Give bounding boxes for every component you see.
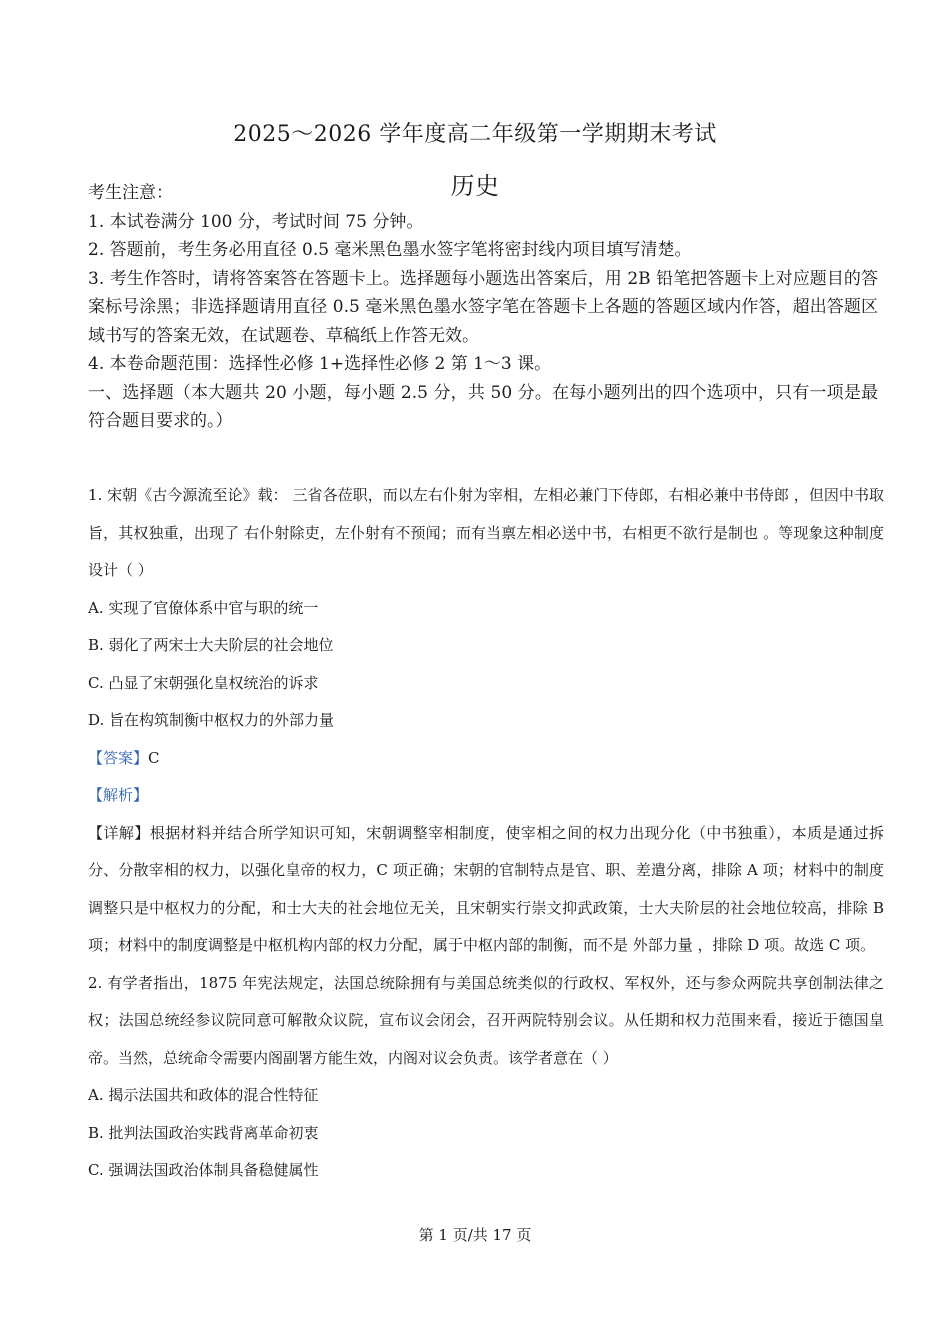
option-b: B. 批判法国政治实践背离革命初衷	[88, 1123, 319, 1142]
answer-tag: 【答案】	[88, 748, 149, 767]
notice-item: 4. 本卷命题范围：选择性必修 1+选择性必修 2 第 1～3 课。	[88, 354, 552, 374]
option-a: A. 揭示法国共和政体的混合性特征	[88, 1086, 319, 1104]
notice-item: 3. 考生作答时，请将答案答在答题卡上。选择题每小题选出答案后，用 2B 铅笔把答题卡上对应题目的答案标号涂黑；非选择题请用直径 0.5 毫米黑色墨水签字笔在答题卡上各题的答题区域内作答，超出答题区域书写的答案无效，在试题卷、草稿纸上作答无效。	[88, 268, 878, 346]
question-stem: 1. 宋朝《古今源流至论》载： 三省各莅职，而以左右仆射为宰相，左相必兼门下侍郎，右相必兼中书侍郎 ，但因中书取旨，其权独重，出现了 右仆射除吏，左仆射有不预闻；而有当禀左相必送中书，右相更不欲行是制也 。等现象这种制度设计（ ）	[88, 486, 884, 579]
subject-title: 历史	[450, 172, 500, 200]
answer-line	[88, 740, 884, 778]
detail-text: 根据材料并结合所学知识可知，宋朝调整宰相制度，使宰相之间的权力出现分化（中书独重），本质是通过拆分、分散宰相的权力，以强化皇帝的权力，C 项正确；宋朝的官制特点是官、职、差遣分离，排除 A 项；材料中的制度调整只是中枢权力的分配，和士大夫的社会地位无关，且宋朝实行崇文抑武政策，士大夫阶层的社会地位较高，排除 B 项；材料中的制度调整是中枢机构内部的权力分配，属于中枢内部的制衡，而不是 外部力量 ，排除 D 项。故选 C 项。	[88, 823, 884, 954]
section-heading: 一、选择题（本大题共 20 小题，每小题 2.5 分，共 50 分。在每小题列出的四个选项中，只有一项是最符合题目要求的。）	[88, 382, 878, 431]
option-d: D. 旨在构筑制衡中枢权力的外部力量	[88, 711, 335, 729]
notice-item: 2. 答题前，考生务必用直径 0.5 毫米黑色墨水签字笔将密封线内项目填写清楚。	[88, 240, 692, 260]
question-block	[88, 477, 884, 1190]
question-stem: 2. 有学者指出，1875 年宪法规定，法国总统除拥有与美国总统类似的行政权、军权外，还与参众两院共享创制法律之权；法国总统经参议院同意可解散众议院，宣布议会闭会，召开两院特别会议。从任期和权力范围来看，接近于德国皇帝。当然，总统命令需要内阁副署方能生效，内阁对议会负责。该学者意在（ ）	[88, 973, 884, 1067]
detail-tag: 【详解】	[88, 823, 150, 842]
analysis-tag: 【解析】	[88, 786, 149, 804]
notice-heading: 考生注意：	[88, 183, 173, 203]
page-number: 第 1 页/共 17 页	[418, 1226, 532, 1244]
option-b: B. 弱化了两宋士大夫阶层的社会地位	[88, 636, 334, 654]
option-c: C. 凸显了宋朝强化皇权统治的诉求	[88, 673, 319, 692]
detail-paragraph	[88, 815, 884, 965]
exam-title: 2025～2026 学年度高二年级第一学期期末考试	[233, 122, 717, 147]
option-c: C. 强调法国政治体制具备稳健属性	[88, 1161, 319, 1179]
notice-block	[88, 178, 878, 436]
option-a: A. 实现了官僚体系中官与职的统一	[88, 598, 319, 617]
answer-value: C	[148, 748, 160, 767]
notice-item: 1. 本试卷满分 100 分，考试时间 75 分钟。	[88, 211, 424, 232]
